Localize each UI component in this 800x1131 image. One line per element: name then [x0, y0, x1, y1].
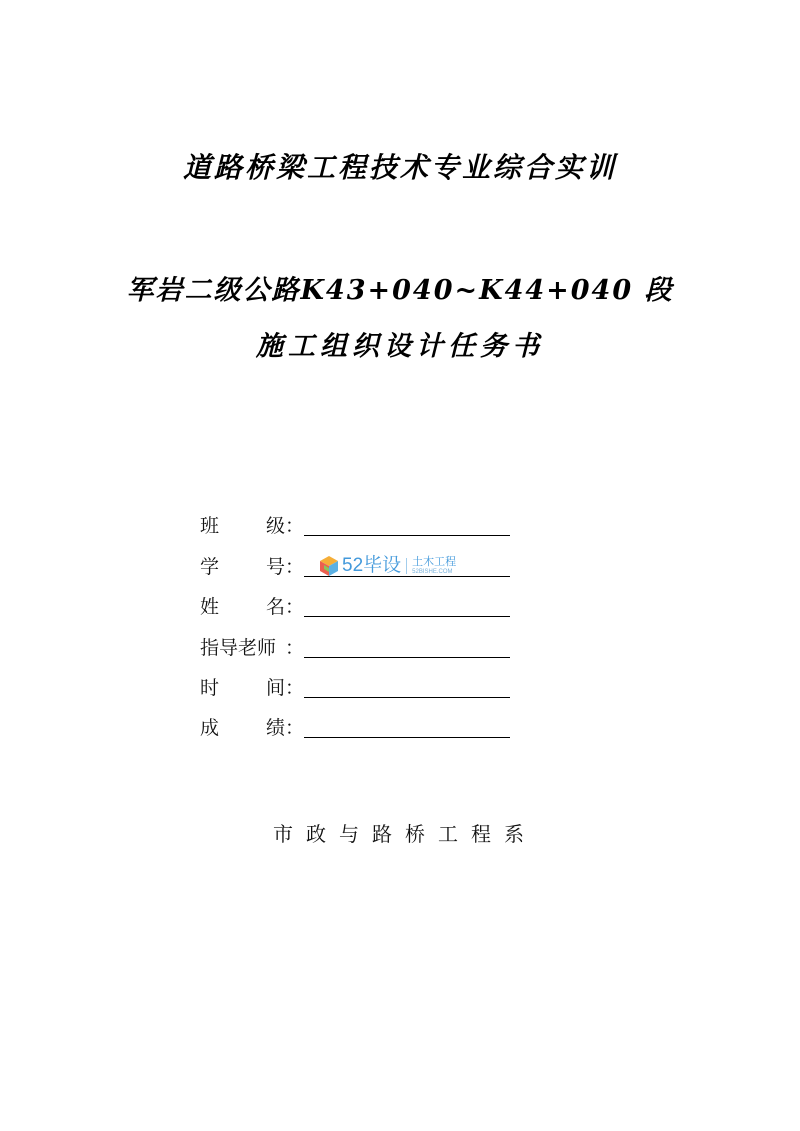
watermark-brand: 52毕设 [342, 555, 402, 576]
document-type-title: 施工组织设计任务书 [256, 331, 544, 362]
form-row-advisor [200, 619, 520, 659]
form-label-grade: 成 绩 ： [200, 717, 304, 740]
form-label-student-id: 学 号 ： [200, 555, 304, 578]
form-label-advisor: 指导老师 ： [200, 636, 304, 659]
watermark [318, 553, 456, 579]
form-field-time[interactable] [304, 677, 510, 698]
form-field-name[interactable] [304, 596, 510, 617]
form-row-grade [200, 700, 520, 740]
form-field-class[interactable] [304, 515, 510, 536]
form-label-class: 班 级 ： [200, 515, 304, 538]
student-info-form [200, 498, 520, 740]
form-field-advisor[interactable] [304, 637, 510, 658]
watermark-tag: 土木工程 [412, 556, 457, 568]
watermark-right [412, 557, 456, 575]
form-field-grade[interactable] [304, 717, 510, 738]
project-title: 军岩二级公路K43+040~K44+040 段 [126, 275, 674, 306]
department-name: 市政与路桥工程系 [273, 822, 537, 846]
cube-logo-icon [318, 555, 340, 577]
main-title: 道路桥梁工程技术专业综合实训 [182, 151, 617, 184]
form-row-class [200, 498, 520, 538]
watermark-divider [406, 558, 407, 574]
form-row-name [200, 579, 520, 619]
watermark-url: 52BISHE.COM [412, 569, 453, 575]
form-row-time [200, 660, 520, 700]
form-label-time: 时 间 ： [200, 676, 304, 699]
form-label-name: 姓 名 ： [200, 596, 304, 619]
